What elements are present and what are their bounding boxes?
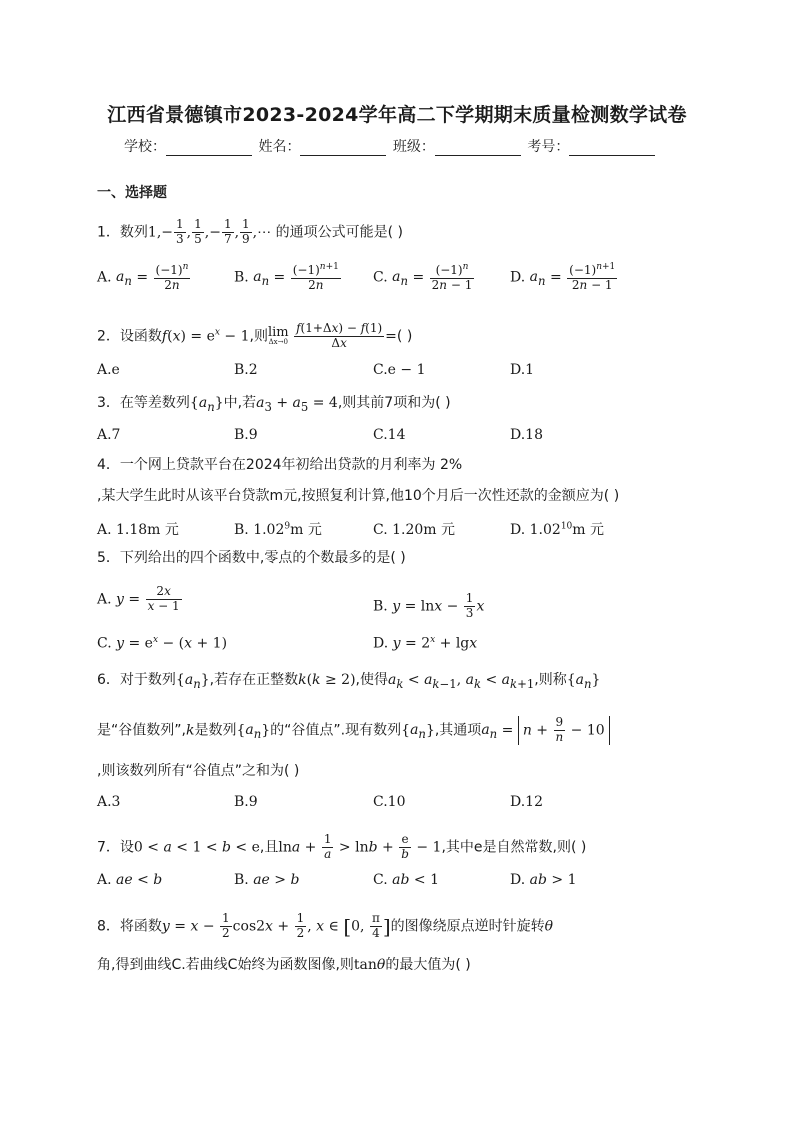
- option-d: D.1: [510, 362, 535, 378]
- option-d: D. ab > 1: [510, 872, 577, 888]
- question-1: 1．数列1,− $\frac{1}{3}$ , $\frac{1}{5}$ ,− $\frac{1}{7}$ , $\frac{1}{9}$ ,⋯ 的通项公式可能是( ): [97, 217, 403, 246]
- id-blank: [569, 141, 655, 156]
- name-label: 姓名：: [258, 139, 301, 155]
- option-d: D. 1.02$^{10}$m 元: [510, 521, 604, 538]
- option-c: C. $y = e^x - (x + 1)$: [97, 635, 228, 652]
- class-label: 班级：: [392, 139, 435, 155]
- school-blank: [166, 141, 252, 156]
- exam-title: 江西省景德镇市2023-2024学年高二下学期期末质量检测数学试卷: [107, 104, 687, 126]
- option-a: A.e: [97, 362, 120, 378]
- option-a: A.7: [97, 427, 121, 443]
- question-8-line2: 角,得到曲线C.若曲线C始终为函数图像,则tanθ的最大值为( ): [97, 957, 471, 973]
- option-a: A.3: [97, 794, 121, 810]
- school-label: 学校：: [124, 139, 166, 155]
- option-b: B. 1.02$^9$m 元: [234, 521, 322, 538]
- question-6-line3: ,则该数列所有“谷值点”之和为( ): [97, 763, 300, 779]
- option-c: C.10: [373, 794, 406, 810]
- option-b: B. ae > b: [234, 872, 300, 888]
- question-5: 5．下列给出的四个函数中,零点的个数最多的是( ): [97, 550, 406, 566]
- id-label: 考号：: [527, 139, 570, 155]
- option-c: C.14: [373, 427, 406, 443]
- option-c: C. $a_n$ = $\frac{(-1)^n}{2n - 1}$: [373, 262, 473, 292]
- option-b: B.2: [234, 362, 258, 378]
- option-a: A. y = $\frac{2x}{x - 1}$: [97, 584, 180, 613]
- section-heading: 一、选择题: [97, 185, 167, 201]
- option-d: D. $a_n$ = $\frac{(-1)^{n+1}}{2n - 1}$: [510, 262, 616, 292]
- option-b: B. y = lnx − $\frac{1}{3}$ x: [373, 591, 485, 620]
- option-b: B.9: [234, 427, 258, 443]
- option-d: D. $y = 2^x + \lg x$: [373, 635, 478, 652]
- option-d: D.18: [510, 427, 543, 443]
- option-c: C. ab < 1: [373, 872, 439, 888]
- option-c: C. 1.20m 元: [373, 522, 456, 538]
- name-blank: [300, 141, 386, 156]
- question-8: 8．将函数y = x − $\frac{1}{2}$ cos2x + $\frac{1}{2}$ , x ∈ [0, $\frac{\pi}{4}$ ]的图像绕原点逆时针旋转θ: [97, 911, 554, 940]
- question-4-line2: ,某大学生此时从该平台贷款m元,按照复利计算,他10个月后一次性还款的金额应为( ): [97, 488, 620, 504]
- question-4: 4．一个网上贷款平台在2024年初给出贷款的月利率为 2%: [97, 457, 463, 473]
- option-a: A. $a_n$ = $\frac{(-1)^n}{2n}$: [97, 262, 189, 292]
- option-a: A. ae < b: [97, 872, 163, 888]
- question-6-line2: 是“谷值数列”,k是数列$\{a_n\}$的“谷值点”.现有数列$\{a_n\}$,其通项$a_n = n$ + $\frac{9}{n}$ − 10: [97, 716, 610, 745]
- question-6: 6．对于数列$\{a_n\}$,若存在正整数k(k ≥ 2),使得$a_k < a_{k-1}$, $a_k < a_{k+1}$,则称$\{a_n\}$: [97, 672, 601, 691]
- option-b: B. $a_n$ = $\frac{(-1)^{n+1}}{2n}$: [234, 262, 339, 292]
- option-d: D.12: [510, 794, 543, 810]
- option-a: A. 1.18m 元: [97, 522, 179, 538]
- question-3: 3．在等差数列$\{a_n\}$中,若$a_3 + a_5 = 4$,则其前7项和为( ): [97, 395, 451, 414]
- question-7: 7．设0 < a < 1 < b < e,且lna + $\frac{1}{a}$ > lnb + $\frac{e}{b}$ − 1,其中e是自然常数,则( ): [97, 832, 587, 861]
- option-b: B.9: [234, 794, 258, 810]
- student-info-line: [124, 136, 657, 156]
- class-blank: [435, 141, 521, 156]
- option-c: C.e − 1: [373, 362, 426, 378]
- question-2: 2．设函数$f(x) = e^x - 1$,则lim Δx→0 $\frac{f(1+\Delta x) - f(1)}{\Delta x}$ =( ): [97, 321, 413, 350]
